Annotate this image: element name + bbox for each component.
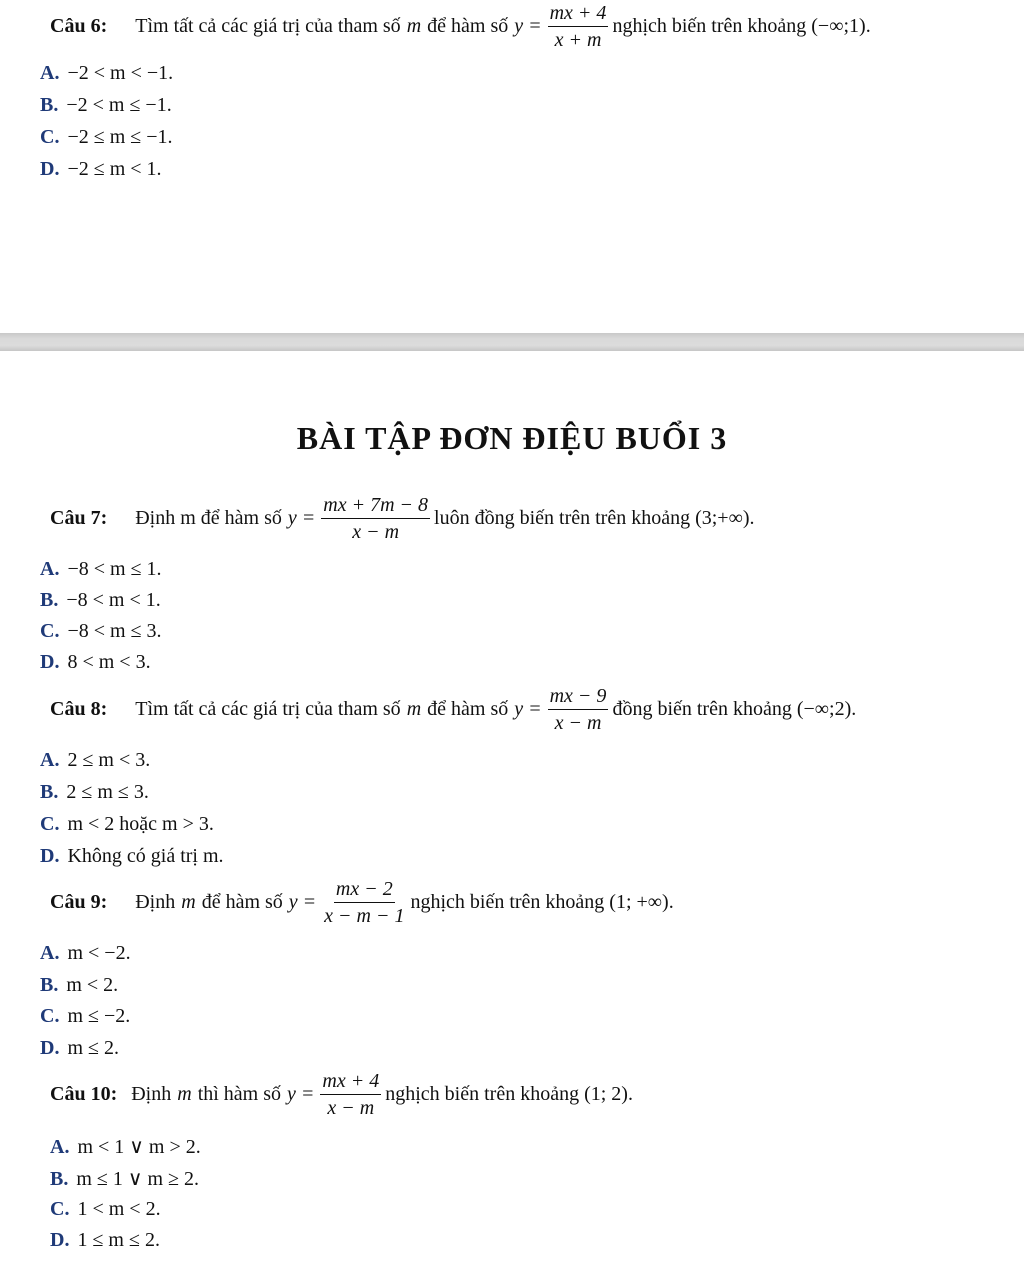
option-9b <box>40 974 118 997</box>
option-6a <box>40 62 173 85</box>
option-text: m < 2 hoặc m > 3. <box>67 813 214 835</box>
option-6d <box>40 158 162 181</box>
question-text-post: nghịch biến trên khoảng (−∞;1). <box>612 15 871 37</box>
option-10d <box>50 1229 160 1252</box>
fraction-denominator: x − m <box>554 712 602 734</box>
option-letter: D. <box>50 1229 70 1251</box>
option-6b <box>40 94 172 117</box>
option-text: −8 < m < 1. <box>66 589 161 611</box>
option-text: −2 ≤ m < 1. <box>67 158 162 180</box>
question-label: Câu 8: <box>50 698 108 720</box>
option-letter: D. <box>40 158 60 180</box>
option-8d <box>40 845 224 868</box>
option-9c <box>40 1005 130 1028</box>
option-letter: C. <box>40 1005 60 1027</box>
question-text-pre: Định <box>131 1083 172 1105</box>
option-letter: B. <box>50 1168 69 1190</box>
param-var: m <box>177 1083 192 1105</box>
option-8c <box>40 813 214 836</box>
option-10c <box>50 1198 161 1221</box>
fraction-denominator: x − m <box>327 1097 375 1119</box>
option-letter: A. <box>40 942 60 964</box>
option-text: m ≤ −2. <box>67 1005 131 1027</box>
param-var: m <box>406 15 422 37</box>
y-equals: y = <box>287 507 316 529</box>
option-text: m < −2. <box>67 942 131 964</box>
question-text-post: nghịch biến trên khoảng (1; +∞). <box>410 891 674 913</box>
question-text-mid: để hàm số <box>201 891 283 913</box>
question-text-mid: để hàm số <box>427 698 509 720</box>
option-8a <box>40 749 150 772</box>
option-letter: A. <box>40 749 60 771</box>
question-7 <box>50 494 755 543</box>
question-label: Câu 10: <box>50 1083 118 1105</box>
y-equals: y = <box>287 1083 315 1105</box>
option-text: −8 < m ≤ 3. <box>67 620 162 642</box>
question-text-pre: Định <box>135 891 176 913</box>
option-6c <box>40 126 173 149</box>
question-text-pre: Tìm tất cả các giá trị của tham số <box>135 15 401 37</box>
page-bottom <box>0 351 1024 1264</box>
question-text-post: luôn đồng biến trên trên khoảng (3;+∞). <box>434 507 755 529</box>
param-var: m <box>181 891 196 913</box>
option-letter: C. <box>40 620 60 642</box>
function-fraction <box>322 878 406 927</box>
option-letter: D. <box>40 845 60 867</box>
option-7b <box>40 589 161 612</box>
fraction-numerator: mx + 4 <box>320 1070 381 1095</box>
question-label: Câu 7: <box>50 507 108 529</box>
question-text-mid: thì hàm số <box>197 1083 282 1105</box>
option-text: m < 1 ∨ m > 2. <box>77 1136 201 1158</box>
question-text-pre: Tìm tất cả các giá trị của tham số <box>135 698 401 720</box>
option-text: 2 ≤ m ≤ 3. <box>66 781 149 803</box>
y-equals: y = <box>288 891 317 913</box>
option-text: −2 < m ≤ −1. <box>66 94 172 116</box>
question-8 <box>50 685 856 734</box>
question-6 <box>50 2 871 51</box>
option-text: 8 < m < 3. <box>67 651 151 673</box>
option-letter: B. <box>40 589 59 611</box>
question-text-post: nghịch biến trên khoảng (1; 2). <box>385 1083 633 1105</box>
option-text: −2 ≤ m ≤ −1. <box>67 126 173 148</box>
option-7c <box>40 620 162 643</box>
fraction-numerator: mx − 2 <box>334 878 395 903</box>
fraction-numerator: mx + 4 <box>548 2 609 27</box>
question-10 <box>50 1070 633 1119</box>
question-9 <box>50 878 674 927</box>
option-text: −8 < m ≤ 1. <box>67 558 162 580</box>
fraction-numerator: mx + 7m − 8 <box>321 494 430 519</box>
question-label: Câu 6: <box>50 15 108 37</box>
function-fraction <box>548 685 609 734</box>
fraction-numerator: mx − 9 <box>548 685 609 710</box>
option-text: Không có giá trị m. <box>67 845 224 867</box>
fraction-denominator: x + m <box>554 29 602 51</box>
question-text-mid: để hàm số <box>427 15 509 37</box>
option-text: −2 < m < −1. <box>67 62 174 84</box>
option-text: m ≤ 2. <box>67 1037 119 1059</box>
option-9a <box>40 942 131 965</box>
option-text: 1 < m < 2. <box>77 1198 161 1220</box>
param-var: m <box>406 698 422 720</box>
option-text: 1 ≤ m ≤ 2. <box>77 1229 160 1251</box>
option-letter: A. <box>40 558 60 580</box>
option-text: m ≤ 1 ∨ m ≥ 2. <box>76 1168 200 1190</box>
question-text-post: đồng biến trên khoảng (−∞;2). <box>612 698 857 720</box>
option-text: m < 2. <box>66 974 119 996</box>
fraction-denominator: x − m <box>352 521 400 543</box>
option-letter: A. <box>50 1136 70 1158</box>
y-equals: y = <box>514 15 542 37</box>
option-9d <box>40 1037 119 1060</box>
fraction-denominator: x − m − 1 <box>324 905 405 927</box>
page-separator <box>0 333 1024 351</box>
function-fraction <box>320 1070 381 1119</box>
option-7a <box>40 558 162 581</box>
option-letter: B. <box>40 94 59 116</box>
option-letter: C. <box>40 813 60 835</box>
option-text: 2 ≤ m < 3. <box>67 749 151 771</box>
option-letter: D. <box>40 651 60 673</box>
function-fraction <box>548 2 609 51</box>
y-equals: y = <box>514 698 542 720</box>
option-letter: A. <box>40 62 60 84</box>
option-7d <box>40 651 151 674</box>
option-letter: C. <box>40 126 60 148</box>
option-letter: B. <box>40 974 59 996</box>
option-10b <box>50 1166 199 1191</box>
function-fraction <box>321 494 430 543</box>
question-text-pre: Định m để hàm số <box>135 507 282 529</box>
option-8b <box>40 781 149 804</box>
option-letter: D. <box>40 1037 60 1059</box>
question-label: Câu 9: <box>50 891 108 913</box>
option-10a <box>50 1134 201 1159</box>
section-title: BÀI TẬP ĐƠN ĐIỆU BUỔI 3 <box>296 420 728 456</box>
option-letter: C. <box>50 1198 70 1220</box>
option-letter: B. <box>40 781 59 803</box>
